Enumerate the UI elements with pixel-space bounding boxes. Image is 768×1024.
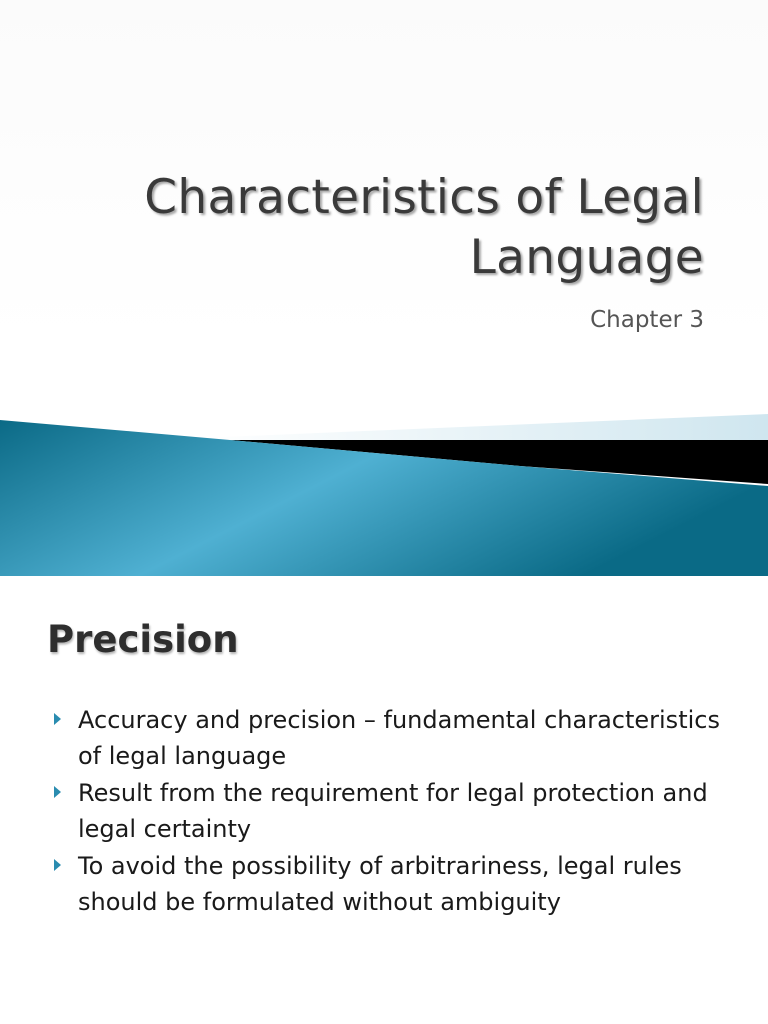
slide-subtitle: Chapter 3 — [590, 307, 704, 333]
bullet-text: Accuracy and precision – fundamental characteristics of legal language — [78, 706, 720, 770]
bullet-item — [52, 775, 742, 847]
bullet-text: To avoid the possibility of arbitrariness, legal rules should be formulated without ambiguity — [78, 852, 682, 916]
slide-title-line-2: Language — [469, 230, 704, 285]
bullet-item — [52, 848, 742, 920]
bullet-item — [52, 702, 742, 774]
bullet-list — [52, 702, 742, 921]
content-slide — [0, 576, 768, 1024]
slide-title-line-1: Characteristics of Legal — [144, 170, 704, 225]
slide-title — [64, 168, 704, 288]
triangle-right-icon — [54, 859, 61, 871]
bullet-text: Result from the requirement for legal protection and legal certainty — [78, 779, 708, 843]
slide-heading: Precision — [47, 618, 239, 661]
banner-light-stripe — [200, 414, 768, 440]
triangle-right-icon — [54, 786, 61, 798]
decorative-banner — [0, 410, 768, 576]
triangle-right-icon — [54, 713, 61, 725]
